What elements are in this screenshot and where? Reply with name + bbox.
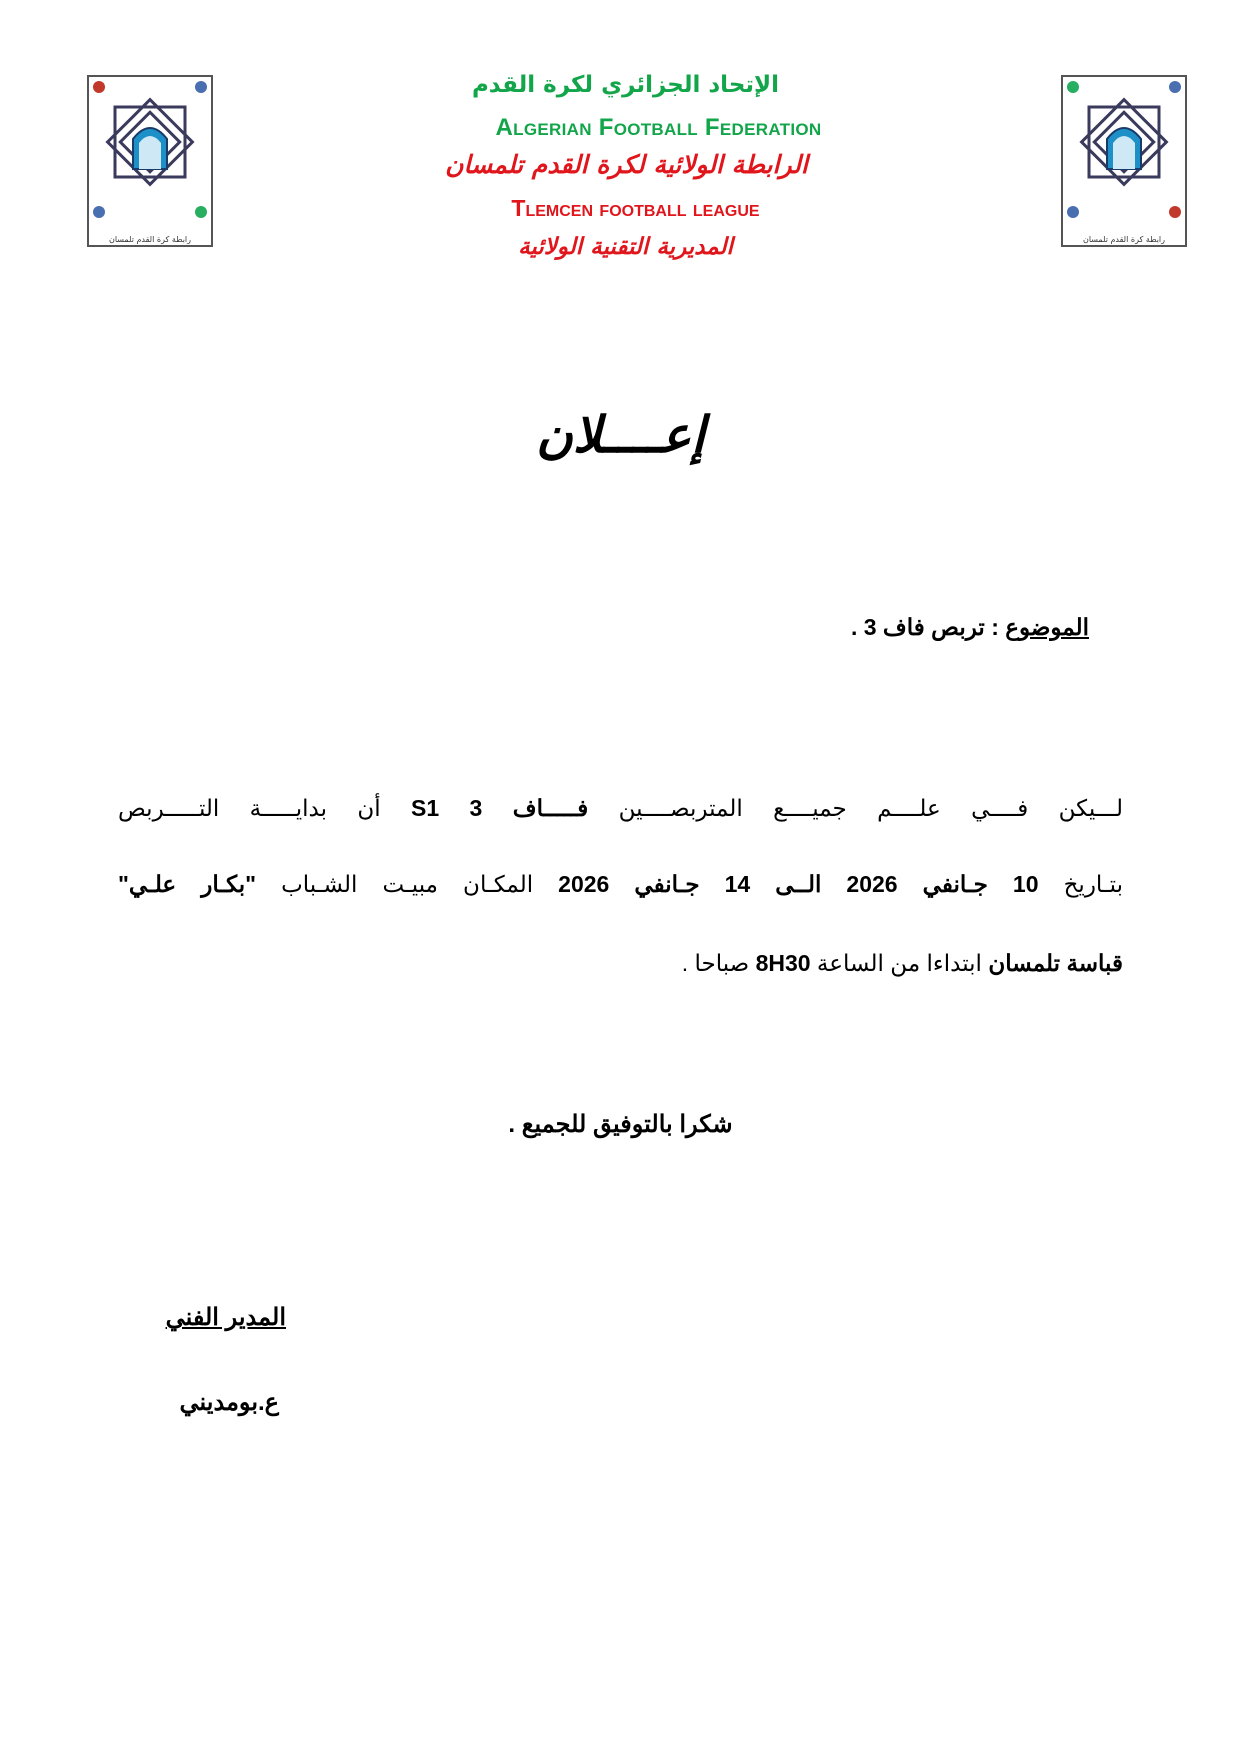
body-line-1	[118, 795, 1123, 822]
signature-name: ع.بومديني	[179, 1389, 279, 1416]
body-line-3-part2: صباحا .	[681, 950, 756, 976]
body-line-2-venue: "بكـار علـي"	[118, 871, 257, 897]
announcement-title: إعــــلان	[536, 405, 705, 464]
body-line-1-part1: لـــيكن فــــي علــــم جميــــع المتربصــــين	[588, 795, 1123, 821]
body-line-2-part2: المكـان مبيـت الشـباب	[256, 871, 559, 897]
body-line-3-time: 8H30	[755, 950, 811, 976]
body-line-2	[118, 871, 1123, 898]
subject-text: تربص فاف 3 .	[850, 614, 985, 640]
header-league-ar: الرابطة الولائية لكرة القدم تلمسان	[445, 150, 808, 179]
body-line-3-place: قباسة تلمسان	[988, 950, 1123, 976]
header-federation-ar: الإتحاد الجزائري لكرة القدم	[471, 72, 780, 98]
signature-title: المدير الفني	[165, 1304, 286, 1331]
body-line-1-part2: أن بدايـــــة التـــــربص	[118, 795, 412, 821]
header-federation-en: Algerian Football Federation	[495, 114, 822, 141]
header-directorate-ar: المديرية التقنية الولائية	[518, 234, 733, 260]
body-line-1-course: فـــــاف 3 S1	[411, 795, 589, 821]
closing-thanks: شكرا بالتوفيق للجميع .	[508, 1111, 733, 1138]
body-line-3-part1: ابتداءا من الساعة	[810, 950, 989, 976]
body-line-2-part1: بتـاريخ	[1038, 871, 1124, 897]
logo-caption: رابطة كرة القدم تلمسان	[1082, 235, 1165, 244]
body-line-2-dates: 10 جـانفي 2026 الــى 14 جـانفي 2026	[558, 871, 1039, 897]
subject-line	[851, 614, 1089, 641]
logo-caption: رابطة كرة القدم تلمسان	[108, 235, 191, 244]
body-line-3	[118, 950, 1123, 977]
header-league-en: Tlemcen football league	[511, 195, 760, 221]
subject-colon: :	[984, 614, 1006, 640]
subject-label: الموضوع	[1005, 614, 1089, 640]
